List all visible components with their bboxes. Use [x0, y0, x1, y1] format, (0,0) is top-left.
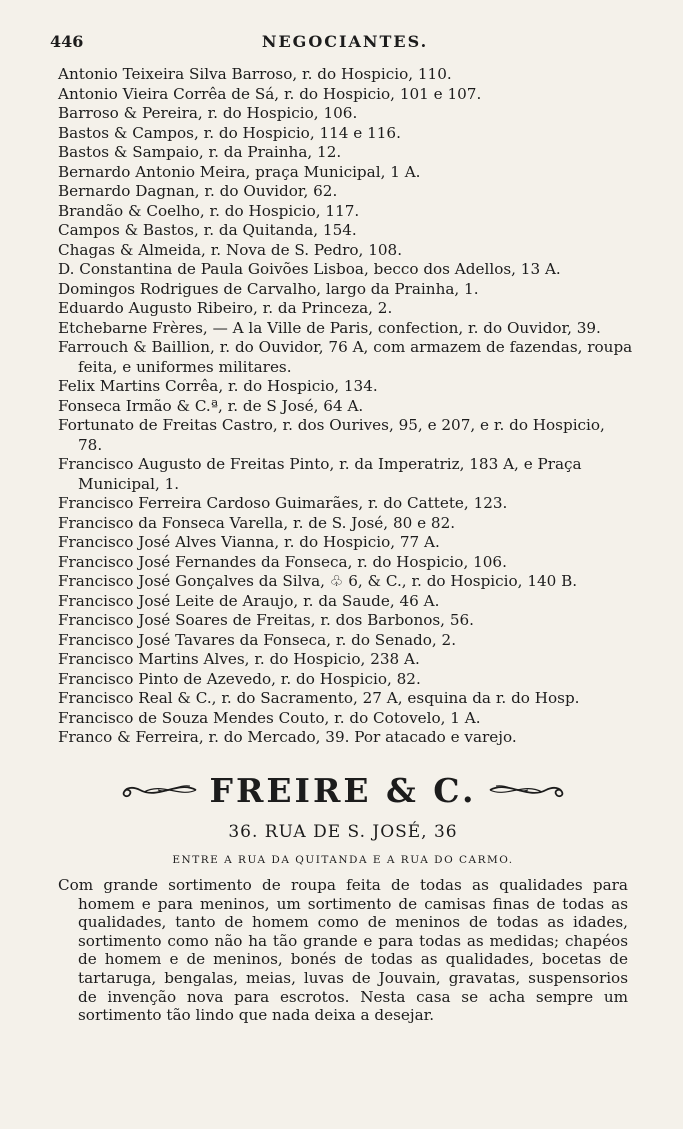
list-item: Fonseca Irmão & C.ª, r. de S José, 64 A.	[58, 396, 364, 415]
page-header	[50, 32, 640, 58]
list-item: Farrouch & Baillion, r. do Ouvidor, 76 A, com armazem de fazendas, roupa feita, e uniformes militares.	[58, 338, 633, 376]
running-head: NEGOCIANTES.	[261, 32, 429, 51]
list-item: Barroso & Pereira, r. do Hospicio, 106.	[58, 104, 358, 122]
list-item: Chagas & Almeida, r. Nova de S. Pedro, 108.	[58, 240, 403, 259]
list-item: Francisco de Souza Mendes Couto, r. do Cotovelo, 1 A.	[58, 708, 481, 727]
advertisement	[58, 768, 628, 1025]
list-item: Eduardo Augusto Ribeiro, r. da Princeza, 2.	[58, 299, 393, 317]
list-item: Brandão & Coelho, r. do Hospicio, 117.	[58, 201, 360, 220]
list-item: Antonio Vieira Corrêa de Sá, r. do Hospicio, 101 e 107.	[58, 84, 482, 103]
list-item: Fortunato de Freitas Castro, r. dos Ourives, 95, e 207, e r. do Hospicio, 78.	[58, 416, 605, 454]
list-item: Francisco José Leite de Araujo, r. da Saude, 46 A.	[58, 591, 440, 610]
list-item: Francisco José Alves Vianna, r. do Hospicio, 77 A.	[58, 533, 440, 551]
list-item: Francisco José Tavares da Fonseca, r. do Senado, 2.	[58, 630, 457, 649]
list-item: Bastos & Campos, r. do Hospicio, 114 e 116.	[58, 123, 401, 142]
list-item: Francisco Augusto de Freitas Pinto, r. da Imperatriz, 183 A, e Praça Municipal, 1.	[58, 455, 582, 493]
page-number: 446	[50, 32, 84, 51]
list-item: Francisco José Fernandes da Fonseca, r. do Hospicio, 106.	[58, 552, 507, 571]
merchant-list	[58, 65, 633, 748]
list-item: Franco & Ferreira, r. do Mercado, 39. Por atacado e varejo.	[58, 728, 517, 746]
ad-subtitle: ENTRE A RUA DA QUITANDA E A RUA DO CARMO.	[172, 854, 514, 866]
list-item: Francisco Ferreira Cardoso Guimarães, r. do Cattete, 123.	[58, 494, 508, 512]
right-flourish-icon	[488, 778, 568, 802]
list-item: Domingos Rodrigues de Carvalho, largo da Prainha, 1.	[58, 279, 479, 298]
list-item: Francisco Martins Alves, r. do Hospicio, 238 A.	[58, 650, 420, 668]
list-item: Campos & Bastos, r. da Quitanda, 154.	[58, 221, 357, 239]
list-item: Antonio Teixeira Silva Barroso, r. do Hospicio, 110.	[58, 65, 452, 83]
list-item: Francisco José Soares de Freitas, r. dos Barbonos, 56.	[58, 611, 474, 629]
list-item: Etchebarne Frères, — A la Ville de Paris, confection, r. do Ouvidor, 39.	[58, 318, 601, 337]
list-item: D. Constantina de Paula Goivões Lisboa, becco dos Adellos, 13 A.	[58, 260, 561, 278]
list-item: Francisco da Fonseca Varella, r. de S. José, 80 e 82.	[58, 513, 456, 532]
list-item: Francisco José Gonçalves da Silva, ♧ 6, & C., r. do Hospicio, 140 B.	[58, 572, 578, 590]
ad-company-name: FREIRE & C.	[209, 770, 477, 810]
list-item: Felix Martins Corrêa, r. do Hospicio, 134.	[58, 377, 378, 395]
list-item: Bastos & Sampaio, r. da Prainha, 12.	[58, 143, 342, 161]
list-item: Francisco Pinto de Azevedo, r. do Hospicio, 82.	[58, 669, 421, 688]
ad-address: 36. RUA DE S. JOSÉ, 36	[228, 822, 458, 842]
list-item: Bernardo Antonio Meira, praça Municipal, 1 A.	[58, 162, 421, 181]
list-item: Bernardo Dagnan, r. do Ouvidor, 62.	[58, 182, 338, 200]
ad-title	[58, 768, 628, 812]
ad-body-text: Com grande sortimento de roupa feita de todas as qualidades para homem e para meninos, um sortimento de camisas finas de todas as qualidades, tanto de homem como de meninos de todas as idades, sortimento como não ha tão grande e para todas as medidas; chapéos de homem e de meninos, bonés de todas as qualidades, bocetas de tartaruga, bengalas, meias, luvas de Jouvain, gravatas, suspensorios de invenção nova para escrotos. Nesta casa se acha sempre um sortimento tão lindo que nada deixa a desejar.	[58, 876, 628, 1025]
ad-body	[58, 876, 628, 1025]
list-item: Francisco Real & C., r. do Sacramento, 27 A, esquina da r. do Hosp.	[58, 689, 580, 707]
left-flourish-icon	[118, 778, 198, 802]
